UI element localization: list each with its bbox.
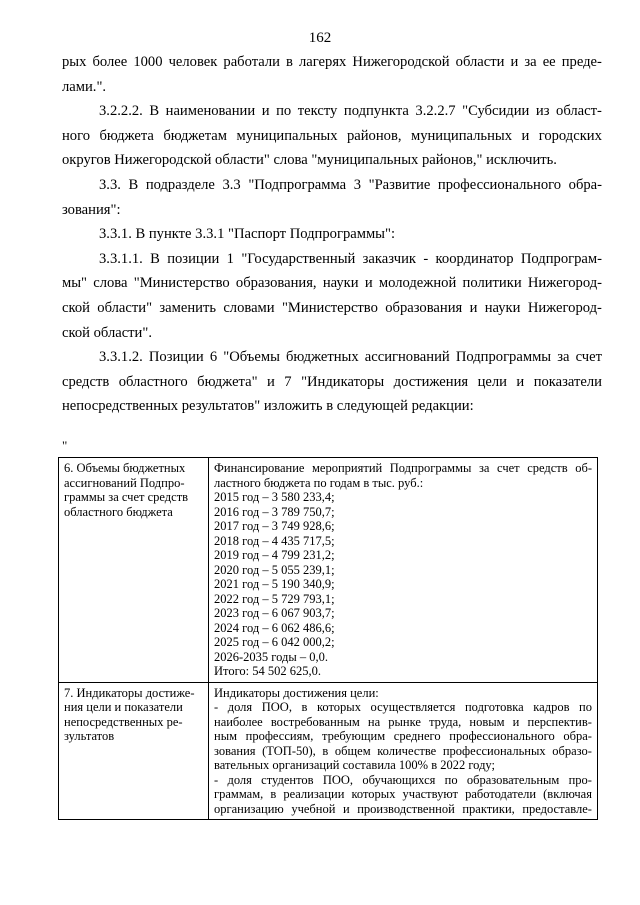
cell-line: 2025 год – 6 042 000,2;	[214, 635, 335, 649]
cell-line: 2020 год – 5 055 239,1;	[214, 562, 335, 577]
body-text	[62, 50, 602, 419]
row-content-cell	[209, 458, 598, 683]
cell-line: наиболее востребованным на рынке труда, новым и перспектив-	[214, 714, 592, 729]
cell-line: ным профессиям, требующим среднего профессионального обра-	[214, 729, 592, 743]
cell-line: 2021 год – 5 190 340,9;	[214, 577, 335, 591]
table-row	[59, 458, 598, 683]
cell-line: организацию учебной и производственной практики, предоставле-	[214, 801, 592, 816]
paragraph-p5	[62, 247, 602, 345]
cell-line: Индикаторы достижения цели:	[214, 685, 379, 700]
paragraph-p1	[62, 50, 602, 99]
text-line: 3.3. В подразделе 3.3 "Подпрограмма 3 "Развитие профессионального обра-	[99, 176, 602, 193]
row-label-cell	[59, 682, 209, 820]
text-line: средств областного бюджета" и 7 "Индикаторы достижения цели и показатели	[62, 373, 602, 390]
cell-line: 2016 год – 3 789 750,7;	[214, 504, 335, 519]
row-label-cell	[59, 458, 209, 683]
text-line: 3.2.2.2. В наименовании и по тексту подпункта 3.2.2.7 "Субсидии из област-	[99, 103, 602, 120]
cell-line: ассигнований Подпро-	[64, 475, 185, 490]
cell-line: областного бюджета	[64, 504, 173, 519]
cell-line: 2022 год – 5 729 793,1;	[214, 591, 335, 606]
paragraph-p4	[62, 222, 602, 247]
text-line: ской области".	[62, 324, 152, 341]
cell-line: 2018 год – 4 435 717,5;	[214, 533, 335, 548]
cell-line: ния цели и показатели	[64, 700, 183, 714]
table-row	[59, 682, 598, 820]
text-line: мы" слова "Министерство образования, науки и молодежной политики Нижегород-	[62, 275, 602, 292]
cell-line: 2017 год – 3 749 928,6;	[214, 519, 335, 533]
cell-line: непосредственных ре-	[64, 714, 183, 729]
text-line: 3.3.1.1. В позиции 1 "Государственный заказчик - координатор Подпрограм-	[99, 250, 602, 267]
row-content-cell	[209, 682, 598, 820]
cell-line: граммы за счет средств	[64, 490, 189, 504]
cell-line: зования (ТОП-50), в общем количестве профессиональных образо-	[214, 743, 592, 758]
cell-line: 6. Объемы бюджетных	[64, 461, 186, 475]
opening-quote-mark: "	[62, 438, 68, 453]
text-line: 3.3.1.2. Позиции 6 "Объемы бюджетных ассигнований Подпрограммы за счет	[99, 349, 602, 366]
text-line: 3.3.1. В пункте 3.3.1 "Паспорт Подпрограммы":	[99, 226, 396, 243]
paragraph-p6	[62, 345, 602, 419]
cell-line: вательных организаций составила 100% в 2022 году;	[214, 758, 495, 772]
cell-line: 2024 год – 6 062 486,6;	[214, 620, 335, 635]
text-line: рых более 1000 человек работали в лагерях Нижегородской области и за ее преде-	[62, 54, 602, 70]
cell-line: Итого: 54 502 625,0.	[214, 664, 321, 678]
cell-line: 2019 год – 4 799 231,2;	[214, 548, 335, 562]
cell-line: 2026-2035 годы – 0,0.	[214, 649, 329, 664]
cell-line: 7. Индикаторы достиже-	[64, 685, 195, 700]
passport-table	[58, 457, 598, 820]
page-number: 162	[308, 30, 332, 46]
cell-line: - доля студентов ПОО, обучающихся по образовательным про-	[214, 772, 592, 787]
cell-line: Финансирование мероприятий Подпрограммы за счет средств об-	[214, 461, 592, 475]
cell-line: ластного бюджета по годам в тыс. руб.:	[214, 475, 424, 490]
cell-line: 2023 год – 6 067 903,7;	[214, 606, 335, 620]
text-line: зования":	[62, 201, 121, 218]
cell-line: - доля ПОО, в которых осуществляется подготовка кадров по	[214, 700, 592, 714]
cell-line: граммам, в реализации которых участвуют работодатели (включая	[214, 787, 592, 801]
text-line: ного бюджета бюджетам муниципальных районов, муниципальных и городских	[62, 127, 602, 144]
text-line: ской области" заменить словами "Министерство образования и науки Нижегород-	[62, 299, 602, 316]
text-line: лами.".	[62, 78, 107, 95]
text-line: округов Нижегородской области" слова "муниципальных районов," исключить.	[62, 152, 557, 169]
cell-line: 2015 год – 3 580 233,4;	[214, 490, 335, 504]
paragraph-p2	[62, 99, 602, 173]
text-line: непосредственных результатов" изложить в следующей редакции:	[62, 398, 474, 415]
paragraph-p3	[62, 173, 602, 222]
cell-line: зультатов	[64, 729, 115, 743]
